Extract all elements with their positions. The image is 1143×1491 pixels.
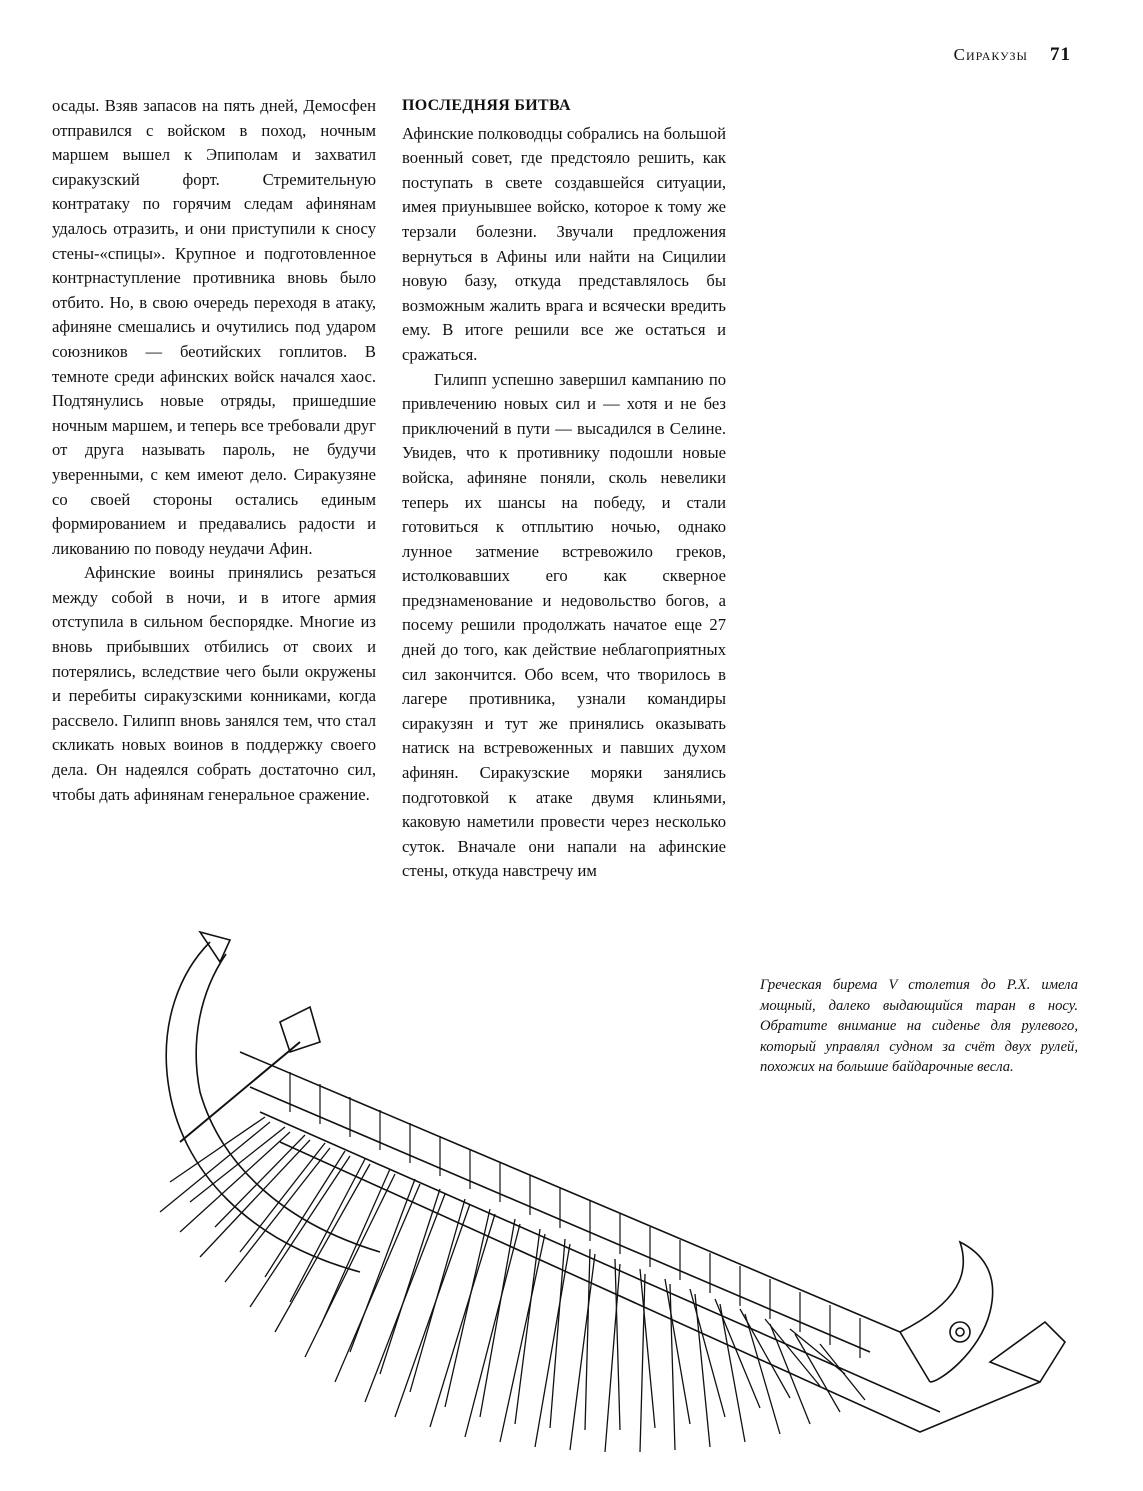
chapter-title: Сиракузы	[953, 45, 1028, 64]
right-column	[402, 94, 726, 884]
page-number: 71	[1050, 44, 1071, 65]
left-column	[52, 94, 376, 807]
section-heading: ПОСЛЕДНЯЯ БИТВА	[402, 97, 571, 114]
body-paragraph: Афинские воины принялись резаться между собой в ночи, и в итоге армия отступила в сильном беспорядке. Многие из вновь прибывших отбились от своих и потерялись, вследствие чего были окружены и перебиты сиракузскими конниками, когда рассвело. Гилипп вновь занялся тем, что стал скликать новых воинов в поддержку своего дела. Он надеялся собрать достаточно сил, чтобы дать афинянам генеральное сражение.	[52, 563, 376, 804]
running-header	[954, 44, 1071, 66]
body-paragraph: Афинские полководцы собрались на большой военный совет, где предстояло решить, как поступать в свете создавшейся ситуации, имея приунывшее войско, которое к тому же терзали болезни. Звучали предложения вернуться в Афины или найти на Сицилии новую базу, откуда представлялось бы возможным жалить врага и всячески вредить ему. В итоге решили все же остаться и сражаться.	[402, 123, 726, 364]
figure-caption: Греческая бирема V столетия до Р.Х. имела мощный, далеко выдающийся таран в носу. Обратите внимание на сиденье для рулевого, который управлял судном за счёт двух рулей, похожих на большие байдарочные весла.	[760, 977, 1078, 1076]
body-paragraph: осады. Взяв запасов на пять дней, Демосфен отправился с войском в поход, ночным маршем вышел к Эпиполам и захватил сиракузский форт. Стремительную контратаку по горячим следам афинянам удалось отразить, и они приступили к сносу стены-«спицы». Крупное и подготовленное контрнаступление противника вновь было отбито. Но, в свою очередь переходя в атаку, афиняне смешались и очутились под ударом союзников — беотийских гоплитов. В темноте среди афинских войск начался хаос. Подтянулись новые отряды, пришедшие ночным маршем, и теперь все требовали друг от друга называть пароль, не будучи уверенными, с кем имеют дело. Сиракузяне со своей стороны остались единым формированием и предавались радости и ликованию по поводу неудачи Афин.	[52, 96, 376, 558]
body-paragraph: Гилипп успешно завершил кампанию по привлечению новых сил и — хотя и не без приключений в пути — высадился в Селине. Увидев, что к противнику подошли новые войска, афиняне поняли, сколь невелики теперь их шансы на победу, и стали готовиться к отплытию ночью, однако лунное затмение встревожило греков, истолковавших его как скверное предзнаменование и недовольство богов, а посему решили продолжать начатое еще 27 дней до того, как действие неблагоприятных сил закончится. Обо всем, что творилось в лагере противника, узнали командиры сиракузян и тут же принялись оказывать натиск на встревоженных и павших духом афинян. Сиракузские моряки занялись подготовкой к атаке двумя клиньями, каковую наметили провести через несколько суток. Вначале они напали на афинские стены, откуда навстречу им	[402, 369, 726, 881]
